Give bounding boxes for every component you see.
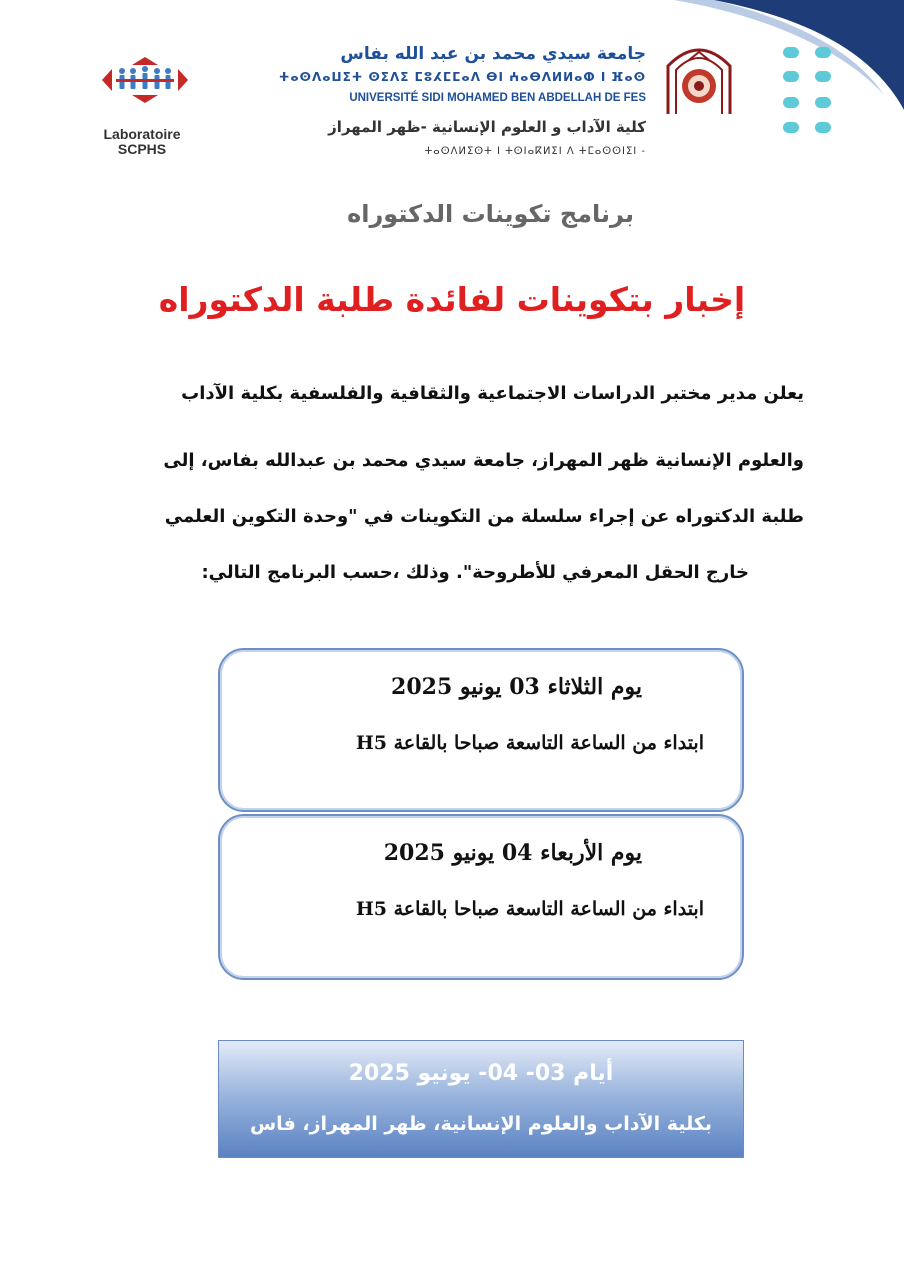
announcement-line-3: طلبة الدكتوراه عن إجراء سلسلة من التكوينات في "وحدة التكوين العلمي	[164, 506, 804, 527]
banner-location: بكلية الآداب والعلوم الإنسانية، ظهر المهراز، فاس	[249, 1113, 713, 1135]
lab-name-line2: SCPHS	[117, 141, 167, 157]
faculty-name-arabic: كلية الآداب و العلوم الإنسانية -ظهر المهراز	[328, 118, 646, 136]
lab-name-line1: Laboratoire	[103, 126, 181, 142]
announcement-line-4: خارج الحقل المعرفي للأطروحة". وذلك ،حسب البرنامج التالي:	[201, 562, 749, 583]
dates-banner	[218, 1040, 744, 1158]
program-title: برنامج تكوينات الدكتوراه	[347, 200, 634, 228]
session-box-tuesday	[218, 648, 744, 812]
announcement-line-2: والعلوم الإنسانية ظهر المهراز، جامعة سيدي محمد بن عبدالله بفاس، إلى	[163, 450, 804, 471]
banner-dates: أيام 03- 04- يونيو 2025	[348, 1061, 614, 1086]
university-name-tifinagh: ⵜⴰⵙⴷⴰⵡⵉⵜ ⵙⵉⴷⵉ ⵎⵓⵃⵎⵎⴰⴷ ⴱⵏ ⵄⴰⴱⴷⵍⵍⴰⵀ ⵏ ⴼⴰⵙ	[278, 70, 646, 84]
session-day: يوم الأربعاء 04 يونيو 2025	[383, 840, 642, 866]
university-name-french: UNIVERSITÉ SIDI MOHAMED BEN ABDELLAH DE FES	[349, 92, 646, 104]
session-details: ابتداء من الساعة التاسعة صباحا بالقاعة H5	[355, 732, 704, 754]
announcement-line-1: يعلن مدير مختبر الدراسات الاجتماعية والثقافية والفلسفية بكلية الآداب	[181, 383, 804, 404]
session-day: يوم الثلاثاء 03 يونيو 2025	[391, 674, 642, 700]
session-box-wednesday	[218, 814, 744, 980]
session-details: ابتداء من الساعة التاسعة صباحا بالقاعة H5	[355, 898, 704, 920]
faculty-name-tifinagh: ⵜⴰⵙⴷⵍⵉⵙⵜ ⵏ ⵜⵙⵏⴰⴽⵍⵉⵏ ⴷ ⵜⵎⴰⵙⵙⵏⵉⵏ -	[424, 146, 646, 157]
lab-name	[62, 127, 222, 157]
main-title: إخبار بتكوينات لفائدة طلبة الدكتوراه	[158, 280, 746, 319]
university-name-arabic: جامعة سيدي محمد بن عبد الله بفاس	[340, 44, 646, 64]
lab-logo	[100, 55, 190, 105]
university-seal-logo	[662, 40, 736, 116]
